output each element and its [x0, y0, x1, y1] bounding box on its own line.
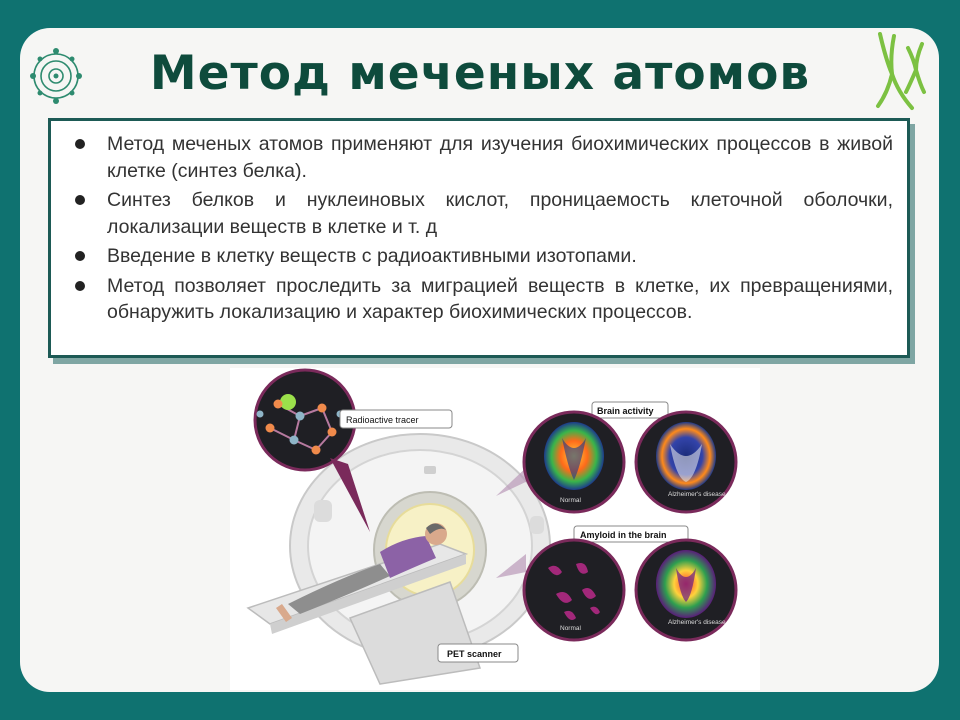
brain-scan-normal-amyloid [524, 540, 624, 640]
bullet-item-2 [51, 187, 897, 240]
bullet-dot-icon [75, 251, 85, 261]
label-radioactive-tracer [340, 410, 452, 428]
bullet-item-1 [51, 131, 897, 184]
bullet-item-3 [51, 243, 897, 270]
pet-scan-illustration [230, 368, 760, 690]
bullet-text-3: Введение в клетку веществ с радиоактивными изотопами. [107, 245, 637, 267]
page-title: Метод меченых атомов [149, 46, 811, 101]
caption-alzheimer-2: Alzheimer's disease [668, 619, 726, 626]
brain-activity-text: Brain activity [597, 406, 654, 416]
brain-scan-normal-activity [524, 412, 624, 512]
bullet-text-4: Метод позволяет проследить за миграцией веществ в клетке, их превращениями, обнаружить локализацию и характер биохимических процессов. [107, 274, 893, 323]
bullet-text-2: Синтез белков и нуклеиновых кислот, проницаемость клеточной оболочки, локализации веществ в клетке и т. д [107, 189, 893, 238]
amyloid-label-text: Amyloid in the brain [580, 530, 667, 540]
brain-scan-alzheimer-activity [636, 412, 736, 512]
text-box [48, 118, 910, 358]
brain-scan-alzheimer-amyloid [636, 540, 736, 640]
bullet-dot-icon [75, 281, 85, 291]
bullet-list [51, 131, 897, 326]
bullet-dot-icon [75, 139, 85, 149]
caption-normal-2: Normal [560, 625, 581, 632]
label-pet-scanner [438, 644, 518, 662]
caption-alzheimer-1: Alzheimer's disease [668, 491, 726, 498]
bullet-text-1: Метод меченых атомов применяют для изучения биохимических процессов в живой клетке (синтез белка). [107, 133, 893, 182]
label-brain-activity [592, 402, 668, 418]
tracer-label-text: Radioactive tracer [346, 415, 419, 425]
bullet-dot-icon [75, 195, 85, 205]
label-amyloid [574, 526, 688, 542]
pet-scanner-text: PET scanner [447, 649, 502, 659]
bullet-item-4 [51, 273, 897, 326]
caption-normal-1: Normal [560, 497, 581, 504]
